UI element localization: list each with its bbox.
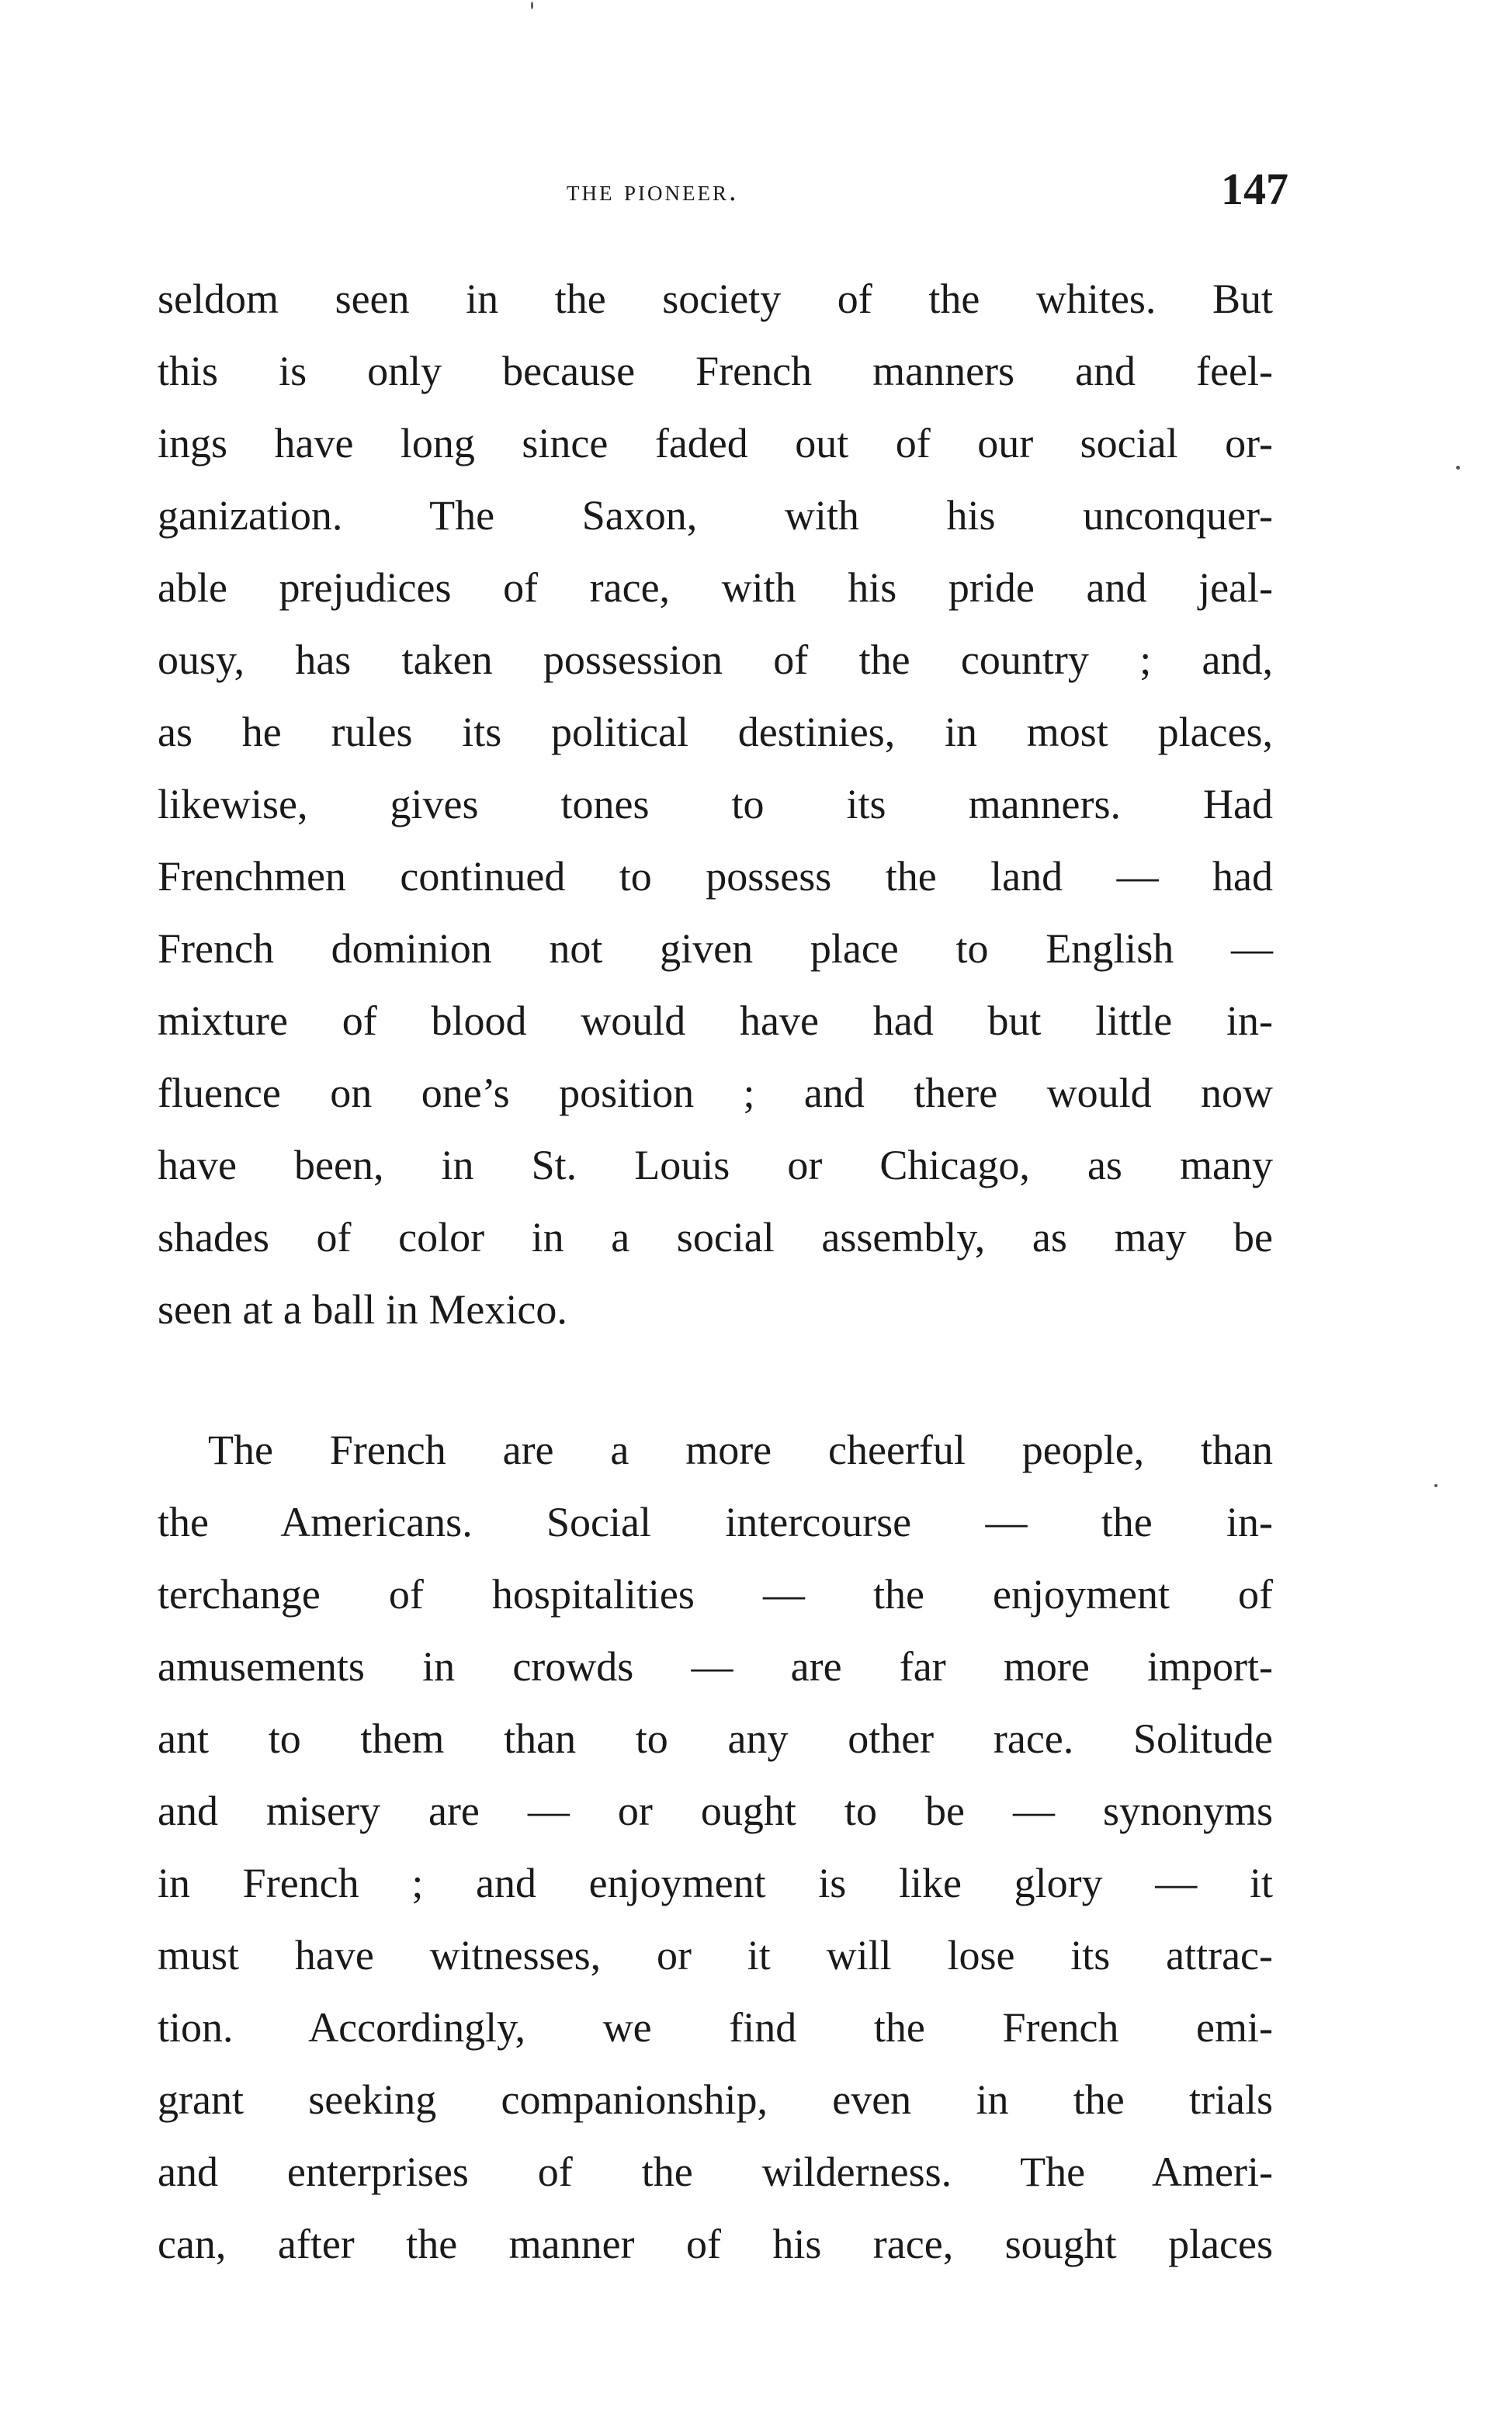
text-line: able prejudices of race, with his pride and jeal-: [158, 564, 1273, 611]
text-line: seen at a ball in Mexico.: [158, 1286, 567, 1333]
text-line: amusements in crowds — are far more import-: [158, 1643, 1273, 1690]
text-line: mixture of blood would have had but little in-: [158, 997, 1273, 1044]
running-head: [155, 163, 1288, 214]
text-line: terchange of hospitalities — the enjoyment of: [158, 1571, 1273, 1618]
text-line: ousy, has taken possession of the country ; and,: [158, 636, 1273, 683]
text-line: must have witnesses, or it will lose its attrac-: [158, 1932, 1273, 1979]
text-line: in French ; and enjoyment is like glory — it: [158, 1860, 1273, 1906]
text-line: can, after the manner of his race, sought places: [158, 2221, 1273, 2267]
text-line: seldom seen in the society of the whites. But: [158, 276, 1273, 322]
text-line: tion. Accordingly, we find the French emi-: [158, 2004, 1273, 2051]
text-line: French dominion not given place to English —: [158, 925, 1273, 972]
text-line: grant seeking companionship, even in the trials: [158, 2076, 1273, 2123]
text-line: as he rules its political destinies, in most places,: [158, 709, 1273, 755]
running-title: the pioneer.: [567, 175, 739, 207]
paper-speck: [1456, 466, 1460, 470]
text-line: ings have long since faded out of our social or-: [158, 420, 1273, 466]
text-line: and misery are — or ought to be — synonyms: [158, 1788, 1273, 1834]
paper-speck: [531, 2, 533, 9]
text-line: Frenchmen continued to possess the land — had: [158, 853, 1273, 900]
text-line: shades of color in a social assembly, as may be: [158, 1214, 1273, 1261]
text-line: ganization. The Saxon, with his unconquer-: [158, 492, 1273, 539]
text-line: likewise, gives tones to its manners. Had: [158, 781, 1273, 827]
paper-speck: [1434, 1484, 1437, 1487]
page-number: 147: [1221, 164, 1288, 214]
text-line: The French are a more cheerful people, than: [208, 1427, 1273, 1473]
text-line: have been, in St. Louis or Chicago, as many: [158, 1142, 1273, 1188]
text-line: this is only because French manners and feel-: [158, 348, 1273, 394]
text-line: fluence on one’s position ; and there would now: [158, 1070, 1273, 1116]
text-line: ant to them than to any other race. Solitude: [158, 1715, 1273, 1762]
text-line: and enterprises of the wilderness. The Ameri-: [158, 2149, 1273, 2195]
text-line: the Americans. Social intercourse — the in-: [158, 1499, 1273, 1545]
